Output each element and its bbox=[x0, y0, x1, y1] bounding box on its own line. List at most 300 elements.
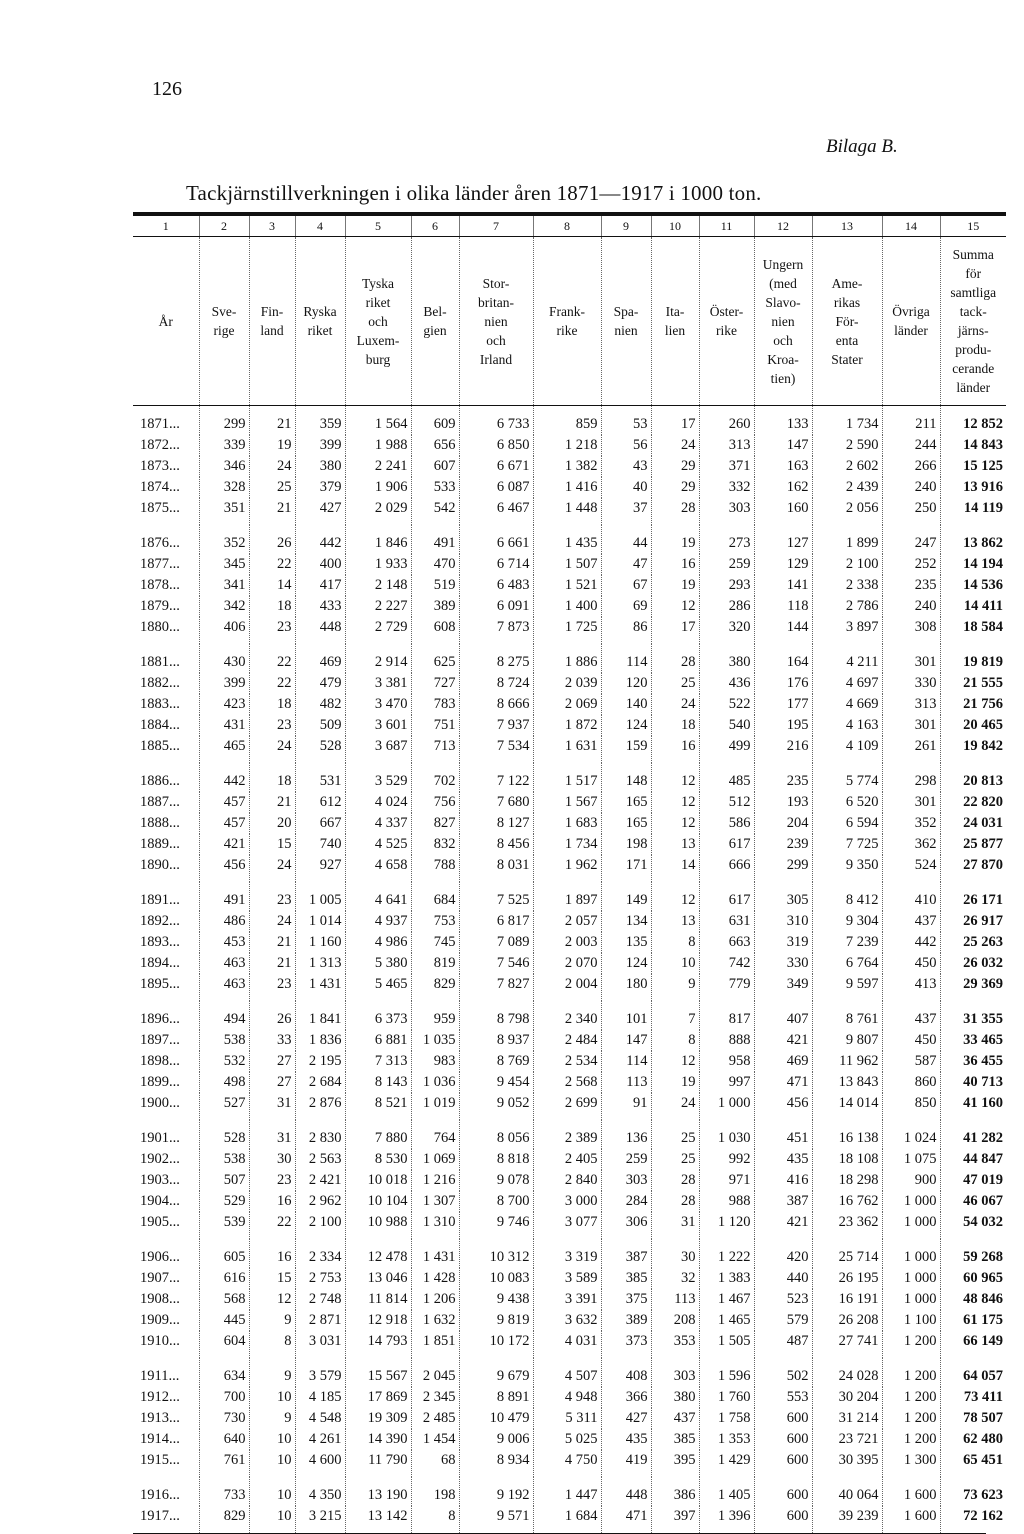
value-cell: 387 bbox=[601, 1239, 651, 1268]
value-cell: 320 bbox=[699, 617, 754, 644]
value-cell: 463 bbox=[199, 974, 249, 1001]
value-cell: 1 000 bbox=[882, 1289, 940, 1310]
value-cell: 10 172 bbox=[459, 1331, 533, 1358]
value-cell: 136 bbox=[601, 1120, 651, 1149]
column-number: 13 bbox=[812, 216, 882, 237]
value-cell: 1 218 bbox=[533, 435, 601, 456]
value-cell: 86 bbox=[601, 617, 651, 644]
value-cell: 25 bbox=[651, 1120, 699, 1149]
value-cell: 11 790 bbox=[345, 1450, 411, 1477]
value-cell: 538 bbox=[199, 1030, 249, 1051]
value-cell: 2 962 bbox=[295, 1191, 345, 1212]
value-cell: 24 bbox=[651, 1093, 699, 1120]
value-cell: 266 bbox=[882, 456, 940, 477]
value-cell: 542 bbox=[411, 498, 459, 525]
value-cell: 165 bbox=[601, 813, 651, 834]
total-cell: 13 916 bbox=[940, 477, 1006, 498]
value-cell: 8 127 bbox=[459, 813, 533, 834]
value-cell: 4 697 bbox=[812, 673, 882, 694]
value-cell: 8 456 bbox=[459, 834, 533, 855]
column-header: Bel- gien bbox=[411, 237, 459, 406]
table-row bbox=[133, 1072, 1006, 1093]
value-cell: 2 070 bbox=[533, 953, 601, 974]
value-cell: 286 bbox=[699, 596, 754, 617]
value-cell: 1 024 bbox=[882, 1120, 940, 1149]
total-cell: 46 067 bbox=[940, 1191, 1006, 1212]
value-cell: 353 bbox=[651, 1331, 699, 1358]
total-cell: 41 160 bbox=[940, 1093, 1006, 1120]
value-cell: 684 bbox=[411, 882, 459, 911]
value-cell: 8 143 bbox=[345, 1072, 411, 1093]
value-cell: 1 846 bbox=[345, 525, 411, 554]
value-cell: 389 bbox=[411, 596, 459, 617]
value-cell: 666 bbox=[699, 855, 754, 882]
value-cell: 616 bbox=[199, 1268, 249, 1289]
value-cell: 2 729 bbox=[345, 617, 411, 644]
value-cell: 10 bbox=[651, 953, 699, 974]
value-cell: 7 bbox=[651, 1001, 699, 1030]
value-cell: 499 bbox=[699, 736, 754, 763]
value-cell: 8 275 bbox=[459, 644, 533, 673]
value-cell: 101 bbox=[601, 1001, 651, 1030]
year-cell: 1916... bbox=[140, 1487, 180, 1503]
value-cell: 523 bbox=[754, 1289, 812, 1310]
value-cell: 2 602 bbox=[812, 456, 882, 477]
value-cell: 2 389 bbox=[533, 1120, 601, 1149]
table-row bbox=[133, 694, 1006, 715]
value-cell: 330 bbox=[754, 953, 812, 974]
value-cell: 9 bbox=[249, 1408, 295, 1429]
value-cell: 53 bbox=[601, 406, 651, 436]
value-cell: 235 bbox=[882, 575, 940, 596]
value-cell: 1 416 bbox=[533, 477, 601, 498]
value-cell: 141 bbox=[754, 575, 812, 596]
column-header: Summa för samtliga tack- järns- produ- cerande länder bbox=[940, 237, 1006, 406]
value-cell: 416 bbox=[754, 1170, 812, 1191]
value-cell: 2 100 bbox=[295, 1212, 345, 1239]
value-cell: 24 bbox=[249, 855, 295, 882]
value-cell: 433 bbox=[295, 596, 345, 617]
table-row bbox=[133, 596, 1006, 617]
value-cell: 18 108 bbox=[812, 1149, 882, 1170]
value-cell: 345 bbox=[199, 554, 249, 575]
value-cell: 4 948 bbox=[533, 1387, 601, 1408]
column-header: Spa- nien bbox=[601, 237, 651, 406]
year-cell: 1891... bbox=[140, 892, 180, 908]
value-cell: 1 000 bbox=[882, 1268, 940, 1289]
value-cell: 47 bbox=[601, 554, 651, 575]
total-cell: 31 355 bbox=[940, 1001, 1006, 1030]
value-cell: 445 bbox=[199, 1310, 249, 1331]
table-row bbox=[133, 792, 1006, 813]
total-cell: 61 175 bbox=[940, 1310, 1006, 1331]
value-cell: 380 bbox=[295, 456, 345, 477]
value-cell: 2 753 bbox=[295, 1268, 345, 1289]
value-cell: 859 bbox=[533, 406, 601, 436]
value-cell: 39 239 bbox=[812, 1506, 882, 1533]
value-cell: 17 869 bbox=[345, 1387, 411, 1408]
value-cell: 7 680 bbox=[459, 792, 533, 813]
value-cell: 10 479 bbox=[459, 1408, 533, 1429]
value-cell: 6 373 bbox=[345, 1001, 411, 1030]
value-cell: 10 bbox=[249, 1387, 295, 1408]
value-cell: 380 bbox=[651, 1387, 699, 1408]
value-cell: 609 bbox=[411, 406, 459, 436]
year-cell: 1898... bbox=[140, 1053, 180, 1069]
value-cell: 362 bbox=[882, 834, 940, 855]
value-cell: 342 bbox=[199, 596, 249, 617]
value-cell: 457 bbox=[199, 813, 249, 834]
table-row bbox=[133, 673, 1006, 694]
value-cell: 764 bbox=[411, 1120, 459, 1149]
value-cell: 13 bbox=[651, 911, 699, 932]
value-cell: 605 bbox=[199, 1239, 249, 1268]
value-cell: 663 bbox=[699, 932, 754, 953]
year-cell: 1882... bbox=[140, 675, 180, 691]
value-cell: 471 bbox=[754, 1072, 812, 1093]
value-cell: 159 bbox=[601, 736, 651, 763]
value-cell: 389 bbox=[601, 1310, 651, 1331]
table-row bbox=[133, 1191, 1006, 1212]
table-row bbox=[133, 715, 1006, 736]
value-cell: 5 311 bbox=[533, 1408, 601, 1429]
value-cell: 30 bbox=[651, 1239, 699, 1268]
table-header bbox=[133, 214, 1006, 406]
total-cell: 59 268 bbox=[940, 1239, 1006, 1268]
value-cell: 612 bbox=[295, 792, 345, 813]
year-cell: 1899... bbox=[140, 1074, 180, 1090]
total-cell: 14 194 bbox=[940, 554, 1006, 575]
value-cell: 163 bbox=[754, 456, 812, 477]
value-cell: 16 bbox=[651, 554, 699, 575]
value-cell: 68 bbox=[411, 1450, 459, 1477]
value-cell: 992 bbox=[699, 1149, 754, 1170]
value-cell: 162 bbox=[754, 477, 812, 498]
value-cell: 4 525 bbox=[345, 834, 411, 855]
value-cell: 408 bbox=[601, 1358, 651, 1387]
value-cell: 3 632 bbox=[533, 1310, 601, 1331]
value-cell: 1 836 bbox=[295, 1030, 345, 1051]
column-number: 3 bbox=[249, 216, 295, 237]
year-cell: 1888... bbox=[140, 815, 180, 831]
value-cell: 6 817 bbox=[459, 911, 533, 932]
value-cell: 399 bbox=[295, 435, 345, 456]
value-cell: 417 bbox=[295, 575, 345, 596]
value-cell: 435 bbox=[601, 1429, 651, 1450]
value-cell: 164 bbox=[754, 644, 812, 673]
value-cell: 113 bbox=[651, 1289, 699, 1310]
total-cell: 29 369 bbox=[940, 974, 1006, 1001]
value-cell: 971 bbox=[699, 1170, 754, 1191]
value-cell: 463 bbox=[199, 953, 249, 974]
year-cell: 1912... bbox=[140, 1389, 180, 1405]
value-cell: 7 880 bbox=[345, 1120, 411, 1149]
value-cell: 779 bbox=[699, 974, 754, 1001]
value-cell: 625 bbox=[411, 644, 459, 673]
value-cell: 12 478 bbox=[345, 1239, 411, 1268]
value-cell: 9 bbox=[249, 1358, 295, 1387]
value-cell: 6 881 bbox=[345, 1030, 411, 1051]
value-cell: 410 bbox=[882, 882, 940, 911]
value-cell: 7 546 bbox=[459, 953, 533, 974]
value-cell: 1 100 bbox=[882, 1310, 940, 1331]
table-row bbox=[133, 953, 1006, 974]
value-cell: 14 793 bbox=[345, 1331, 411, 1358]
value-cell: 1 035 bbox=[411, 1030, 459, 1051]
value-cell: 16 bbox=[249, 1239, 295, 1268]
value-cell: 12 bbox=[249, 1289, 295, 1310]
value-cell: 1 431 bbox=[295, 974, 345, 1001]
value-cell: 1 454 bbox=[411, 1429, 459, 1450]
value-cell: 144 bbox=[754, 617, 812, 644]
value-cell: 5 025 bbox=[533, 1429, 601, 1450]
value-cell: 1 000 bbox=[882, 1191, 940, 1212]
value-cell: 29 bbox=[651, 456, 699, 477]
value-cell: 30 204 bbox=[812, 1387, 882, 1408]
value-cell: 442 bbox=[882, 932, 940, 953]
value-cell: 31 bbox=[651, 1212, 699, 1239]
value-cell: 23 bbox=[249, 882, 295, 911]
value-cell: 7 873 bbox=[459, 617, 533, 644]
value-cell: 900 bbox=[882, 1170, 940, 1191]
value-cell: 313 bbox=[882, 694, 940, 715]
value-cell: 528 bbox=[295, 736, 345, 763]
total-cell: 72 162 bbox=[940, 1506, 1006, 1533]
value-cell: 359 bbox=[295, 406, 345, 436]
year-cell: 1907... bbox=[140, 1270, 180, 1286]
year-cell: 1880... bbox=[140, 619, 180, 635]
value-cell: 4 109 bbox=[812, 736, 882, 763]
column-number: 14 bbox=[882, 216, 940, 237]
value-cell: 8 056 bbox=[459, 1120, 533, 1149]
value-cell: 1 222 bbox=[699, 1239, 754, 1268]
value-cell: 22 bbox=[249, 1212, 295, 1239]
value-cell: 1 465 bbox=[699, 1310, 754, 1331]
value-cell: 531 bbox=[295, 763, 345, 792]
value-cell: 21 bbox=[249, 792, 295, 813]
value-cell: 8 769 bbox=[459, 1051, 533, 1072]
value-cell: 519 bbox=[411, 575, 459, 596]
value-cell: 319 bbox=[754, 932, 812, 953]
value-cell: 349 bbox=[754, 974, 812, 1001]
value-cell: 832 bbox=[411, 834, 459, 855]
total-cell: 18 584 bbox=[940, 617, 1006, 644]
value-cell: 176 bbox=[754, 673, 812, 694]
value-cell: 2 405 bbox=[533, 1149, 601, 1170]
value-cell: 888 bbox=[699, 1030, 754, 1051]
value-cell: 3 529 bbox=[345, 763, 411, 792]
value-cell: 2 684 bbox=[295, 1072, 345, 1093]
value-cell: 700 bbox=[199, 1387, 249, 1408]
value-cell: 1 000 bbox=[699, 1093, 754, 1120]
value-cell: 341 bbox=[199, 575, 249, 596]
value-cell: 28 bbox=[651, 498, 699, 525]
value-cell: 2 227 bbox=[345, 596, 411, 617]
value-cell: 8 bbox=[411, 1506, 459, 1533]
value-cell: 507 bbox=[199, 1170, 249, 1191]
value-cell: 3 381 bbox=[345, 673, 411, 694]
table-row bbox=[133, 554, 1006, 575]
value-cell: 435 bbox=[754, 1149, 812, 1170]
value-cell: 11 962 bbox=[812, 1051, 882, 1072]
year-cell: 1885... bbox=[140, 738, 180, 754]
value-cell: 529 bbox=[199, 1191, 249, 1212]
column-header-row bbox=[133, 237, 1006, 406]
total-cell: 48 846 bbox=[940, 1289, 1006, 1310]
value-cell: 6 467 bbox=[459, 498, 533, 525]
table-row bbox=[133, 834, 1006, 855]
value-cell: 13 843 bbox=[812, 1072, 882, 1093]
value-cell: 2 563 bbox=[295, 1149, 345, 1170]
value-cell: 8 934 bbox=[459, 1450, 533, 1477]
value-cell: 400 bbox=[295, 554, 345, 575]
total-cell: 26 917 bbox=[940, 911, 1006, 932]
value-cell: 1 851 bbox=[411, 1331, 459, 1358]
year-cell: 1874... bbox=[140, 479, 180, 495]
value-cell: 1 467 bbox=[699, 1289, 754, 1310]
year-cell: 1875... bbox=[140, 500, 180, 516]
value-cell: 127 bbox=[754, 525, 812, 554]
value-cell: 21 bbox=[249, 406, 295, 436]
value-cell: 177 bbox=[754, 694, 812, 715]
value-cell: 303 bbox=[601, 1170, 651, 1191]
value-cell: 437 bbox=[882, 911, 940, 932]
value-cell: 17 bbox=[651, 617, 699, 644]
value-cell: 667 bbox=[295, 813, 345, 834]
total-cell: 26 032 bbox=[940, 953, 1006, 974]
value-cell: 10 bbox=[249, 1506, 295, 1533]
table-row bbox=[133, 456, 1006, 477]
value-cell: 9 304 bbox=[812, 911, 882, 932]
value-cell: 4 337 bbox=[345, 813, 411, 834]
value-cell: 4 507 bbox=[533, 1358, 601, 1387]
total-cell: 13 862 bbox=[940, 525, 1006, 554]
value-cell: 15 bbox=[249, 1268, 295, 1289]
value-cell: 5 380 bbox=[345, 953, 411, 974]
value-cell: 22 bbox=[249, 673, 295, 694]
value-cell: 427 bbox=[601, 1408, 651, 1429]
value-cell: 6 850 bbox=[459, 435, 533, 456]
table-row bbox=[133, 1149, 1006, 1170]
value-cell: 10 312 bbox=[459, 1239, 533, 1268]
value-cell: 375 bbox=[601, 1289, 651, 1310]
value-cell: 436 bbox=[699, 673, 754, 694]
value-cell: 16 191 bbox=[812, 1289, 882, 1310]
value-cell: 69 bbox=[601, 596, 651, 617]
value-cell: 16 762 bbox=[812, 1191, 882, 1212]
value-cell: 586 bbox=[699, 813, 754, 834]
value-cell: 4 937 bbox=[345, 911, 411, 932]
value-cell: 733 bbox=[199, 1477, 249, 1506]
value-cell: 399 bbox=[199, 673, 249, 694]
value-cell: 431 bbox=[199, 715, 249, 736]
value-cell: 10 104 bbox=[345, 1191, 411, 1212]
value-cell: 2 003 bbox=[533, 932, 601, 953]
value-cell: 8 530 bbox=[345, 1149, 411, 1170]
value-cell: 2 039 bbox=[533, 673, 601, 694]
value-cell: 3 579 bbox=[295, 1358, 345, 1387]
value-cell: 10 bbox=[249, 1429, 295, 1450]
page-number: 126 bbox=[152, 78, 182, 100]
value-cell: 850 bbox=[882, 1093, 940, 1120]
value-cell: 198 bbox=[601, 834, 651, 855]
total-cell: 19 819 bbox=[940, 644, 1006, 673]
value-cell: 553 bbox=[754, 1387, 812, 1408]
production-table-container bbox=[133, 212, 1003, 1533]
value-cell: 1 313 bbox=[295, 953, 345, 974]
value-cell: 204 bbox=[754, 813, 812, 834]
value-cell: 2 840 bbox=[533, 1170, 601, 1191]
value-cell: 299 bbox=[199, 406, 249, 436]
year-cell: 1873... bbox=[140, 458, 180, 474]
value-cell: 2 485 bbox=[411, 1408, 459, 1429]
value-cell: 30 bbox=[249, 1149, 295, 1170]
value-cell: 1 760 bbox=[699, 1387, 754, 1408]
value-cell: 568 bbox=[199, 1289, 249, 1310]
value-cell: 371 bbox=[699, 456, 754, 477]
value-cell: 313 bbox=[699, 435, 754, 456]
value-cell: 26 195 bbox=[812, 1268, 882, 1289]
value-cell: 8 761 bbox=[812, 1001, 882, 1030]
column-header: Öster- rike bbox=[699, 237, 754, 406]
value-cell: 118 bbox=[754, 596, 812, 617]
value-cell: 2 830 bbox=[295, 1120, 345, 1149]
value-cell: 1 429 bbox=[699, 1450, 754, 1477]
value-cell: 306 bbox=[601, 1212, 651, 1239]
value-cell: 114 bbox=[601, 644, 651, 673]
value-cell: 8 031 bbox=[459, 855, 533, 882]
year-cell: 1913... bbox=[140, 1410, 180, 1426]
value-cell: 193 bbox=[754, 792, 812, 813]
value-cell: 7 827 bbox=[459, 974, 533, 1001]
value-cell: 988 bbox=[699, 1191, 754, 1212]
total-cell: 44 847 bbox=[940, 1149, 1006, 1170]
value-cell: 5 465 bbox=[345, 974, 411, 1001]
value-cell: 527 bbox=[199, 1093, 249, 1120]
value-cell: 1 596 bbox=[699, 1358, 754, 1387]
value-cell: 386 bbox=[651, 1477, 699, 1506]
column-header: Tyska riket och Luxem- burg bbox=[345, 237, 411, 406]
table-row bbox=[133, 406, 1006, 436]
table-row bbox=[133, 1030, 1006, 1051]
value-cell: 1 872 bbox=[533, 715, 601, 736]
value-cell: 498 bbox=[199, 1072, 249, 1093]
table-row bbox=[133, 1450, 1006, 1477]
value-cell: 208 bbox=[651, 1310, 699, 1331]
value-cell: 26 bbox=[249, 1001, 295, 1030]
value-cell: 9 819 bbox=[459, 1310, 533, 1331]
year-cell: 1909... bbox=[140, 1312, 180, 1328]
value-cell: 37 bbox=[601, 498, 651, 525]
column-header: Ryska riket bbox=[295, 237, 345, 406]
value-cell: 745 bbox=[411, 932, 459, 953]
table-row bbox=[133, 1051, 1006, 1072]
value-cell: 604 bbox=[199, 1331, 249, 1358]
year-cell: 1886... bbox=[140, 773, 180, 789]
value-cell: 120 bbox=[601, 673, 651, 694]
value-cell: 33 bbox=[249, 1030, 295, 1051]
value-cell: 2 045 bbox=[411, 1358, 459, 1387]
value-cell: 114 bbox=[601, 1051, 651, 1072]
value-cell: 244 bbox=[882, 435, 940, 456]
value-cell: 1 353 bbox=[699, 1429, 754, 1450]
total-cell: 14 411 bbox=[940, 596, 1006, 617]
value-cell: 10 bbox=[249, 1450, 295, 1477]
value-cell: 2 786 bbox=[812, 596, 882, 617]
value-cell: 148 bbox=[601, 763, 651, 792]
value-cell: 13 bbox=[651, 834, 699, 855]
value-cell: 450 bbox=[882, 953, 940, 974]
